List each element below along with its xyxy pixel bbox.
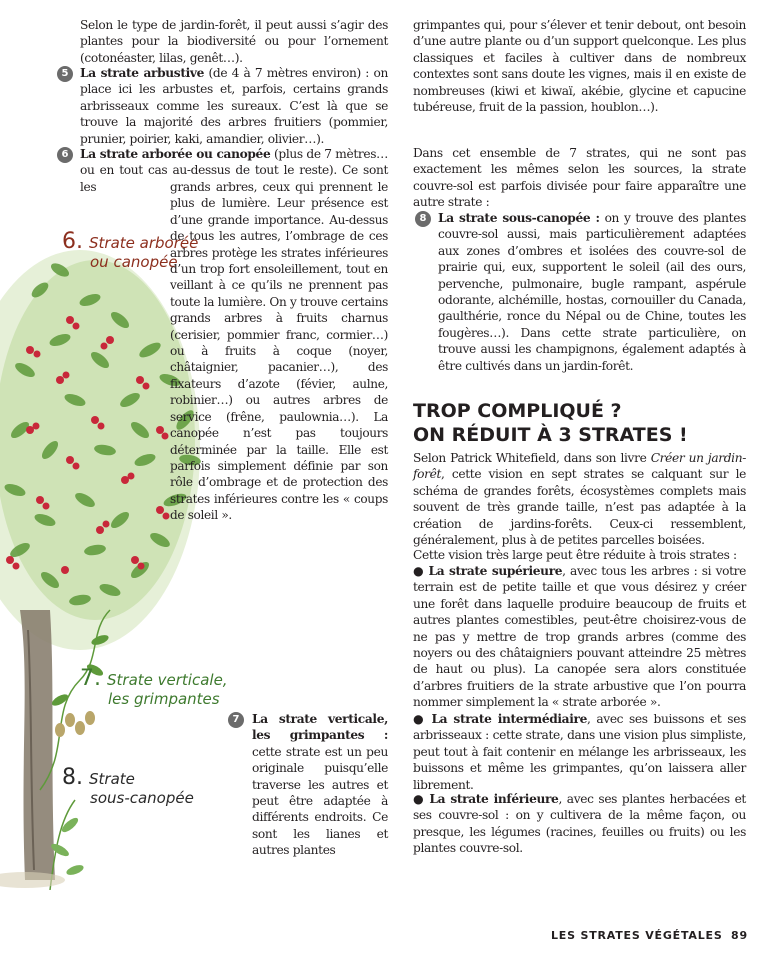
section-heading bbox=[413, 399, 753, 447]
label-8-line2: sous-canopée bbox=[90, 789, 194, 807]
label-6-line2: ou canopée bbox=[90, 253, 178, 271]
label-8-number: 8. bbox=[62, 765, 83, 790]
strate-7-text: cette strate est un peu originale puisqu’elle traverse les autres et peut être adaptée à différents endroits. Ce sont les lianes et autres plantes bbox=[252, 744, 388, 858]
label-6-line1: Strate arborée bbox=[89, 234, 199, 252]
strate-6-text-b: grands arbres, ceux qui prennent le plus de lumière. Leur présence est d’une grande importance. Au-dessus de tous les autres, l’ombrage de ces arbres protège les strates inférieures d’un trop fort ensoleillement, tout en veillant à ce qu’ils ne prennent pas toute la lumière. On y trouve certains grands arbres à fruits charnus (cerisier, pommier franc, cormier…) ou à fruits à coque (noyer, châtaignier, pacanier…), des fixateurs d’azote (févier, aulne, robinier…) ou autres arbres de service (frêne, paulownia…). La canopée n’est pas toujours déterminée par la taille. Elle est parfois simplement définie par son rôle d’ombrage et de protection des strates inférieures contre les « coups de soleil ». bbox=[170, 180, 388, 523]
bullet-symbol-3: ● bbox=[413, 792, 425, 806]
footer-section-title: LES STRATES VÉGÉTALES bbox=[551, 929, 723, 942]
bullet-superieure-title: La strate supérieure bbox=[428, 564, 563, 578]
whitefield-text-b: , cette vision en sept strates se calquant sur le schéma de grandes forêts, écosystèmes complets mais souvent de très grande taille, n’est pas adaptée à la création de jardins-forêts. Ceux-ci ressemblent, généralement, plus à de petites parcelles boisées. bbox=[413, 467, 746, 548]
whitefield-book-title: Créer un jardin-forêt bbox=[413, 451, 746, 482]
bullet-intermediaire-text: , avec ses buissons et ses arbrisseaux : cette strate, dans une vision plus simpliste, peut tout à fait contenir en mélange les arbrisseaux, les buissons et même les grimpantes, qu’on laissera aller librement. bbox=[413, 712, 746, 792]
strate-8-text: on y trouve des plantes couvre-sol aussi, mais particulièrement adaptées aux zones d’ombres et isolées des couvre-sol de prairie qui, eux, supportent le soleil (ail des ours, pervenche, pulmonaire, bugle rampant, aspérule odorante, alchémille, hostas, cornouiller du Canada, gaulthérie, ronce du Népal ou de Chine, toutes les fougères…). Dans cette strate particulière, on trouve aussi les champignons, également adaptés à être cultivés dans un jardin-forêt. bbox=[438, 211, 746, 373]
strate-6-paragraph-body bbox=[170, 179, 388, 524]
strate-6-badge: 6 bbox=[57, 147, 73, 163]
label-6-number: 6. bbox=[62, 229, 83, 254]
strate-5-title: La strate arbustive bbox=[80, 66, 205, 80]
bullet-intermediaire bbox=[413, 711, 746, 793]
label-7-line1: Strate verticale, bbox=[107, 671, 228, 689]
bullet-symbol-1: ● bbox=[413, 564, 425, 578]
reduce-text: Cette vision très large peut être réduite à trois strates : bbox=[413, 548, 737, 562]
bullet-inferieure-title: La strate inférieure bbox=[429, 792, 559, 806]
label-8-line1: Strate bbox=[89, 770, 135, 788]
label-strate-8 bbox=[62, 765, 194, 808]
strate-8-paragraph bbox=[438, 210, 746, 374]
reduce-line bbox=[413, 547, 753, 563]
tree-trunk bbox=[20, 610, 55, 880]
strate-7-badge: 7 bbox=[228, 712, 244, 728]
strate-8-title: La strate sous-canopée : bbox=[438, 211, 600, 225]
strate-8-badge: 8 bbox=[415, 211, 431, 227]
whitefield-text-a: Selon Patrick Whitefield, dans son livre bbox=[413, 451, 651, 465]
intro-paragraph bbox=[80, 17, 388, 66]
grimpantes-continued bbox=[413, 17, 746, 115]
strate-5-paragraph bbox=[80, 65, 388, 147]
heading-line-1: TROP COMPLIQUÉ ? bbox=[413, 400, 622, 422]
strate-6-text-a: (plus de 7 mètres… ou en tout cas au-dessus de tout le reste). Ce sont les bbox=[80, 147, 388, 194]
seven-strates-text: Dans cet ensemble de 7 strates, qui ne sont pas exactement les mêmes selon les sources, la strate couvre-sol est parfois divisée pour faire apparaître une autre strate : bbox=[413, 146, 746, 210]
grimpantes-text: grimpantes qui, pour s’élever et tenir debout, ont besoin d’une autre plante ou d’un support quelconque. Les plus classiques et faciles à cultiver dans de nombreux contextes sont sans doute les vignes, mais il en existe de nombreuses (kiwi et kiwaï, akébie, glycine et capucine tubéreuse, fruit de la passion, houblon…). bbox=[413, 18, 746, 115]
bullet-inferieure-text: , avec ses plantes herbacées et ses couvre-sol : on y cultivera de la même façon, ou presque, les légumes (racines, feuilles ou fruits) ou les plantes couvre-sol. bbox=[413, 792, 746, 856]
bullet-superieure bbox=[413, 563, 746, 711]
strate-6-title: La strate arborée ou canopée bbox=[80, 147, 271, 161]
strate-5-text: (de 4 à 7 mètres environ) : on place ici les arbustes et, parfois, certains grands arbrisseaux comme les sureaux. C’est là que se trouve la majorité des arbres fruitiers (pommier, prunier, poirier, kaki, amandier, olivier…). bbox=[80, 66, 388, 146]
strate-7-paragraph bbox=[252, 711, 388, 859]
bullet-superieure-text: , avec tous les arbres : si votre terrain est de petite taille et que vous désirez y créer une forêt dans laquelle produire beaucoup de fruits et autres plantes comestibles, peut-être choisirez-vous de ne pas y mettre de trop grands arbres (comme des noyers ou des châtaigniers pouvant atteindre 25 mètres de haut ou plus). La canopée sera alors constituée d’arbres fruitiers de la strate arbustive que l’on pourra nommer simplement la « strate arborée ». bbox=[413, 564, 746, 710]
label-7-line2: les grimpantes bbox=[108, 690, 220, 708]
bullet-intermediaire-title: La strate intermédiaire bbox=[431, 712, 587, 726]
label-strate-7 bbox=[80, 666, 228, 709]
seven-strates-paragraph bbox=[413, 145, 746, 211]
strate-7-title: La strate verticale, les grimpantes : bbox=[252, 712, 388, 743]
bullet-symbol-2: ● bbox=[413, 712, 426, 726]
page-number: 89 bbox=[731, 929, 748, 942]
strate-5-badge: 5 bbox=[57, 66, 73, 82]
whitefield-paragraph bbox=[413, 450, 746, 548]
bullet-inferieure bbox=[413, 791, 746, 857]
heading-line-2: ON RÉDUIT À 3 STRATES ! bbox=[413, 424, 688, 446]
intro-text: Selon le type de jardin-forêt, il peut aussi s’agir des plantes pour la biodiversité ou pour l’ornement (cotonéaster, lilas, genêt…). bbox=[80, 18, 388, 65]
label-7-number: 7. bbox=[80, 666, 101, 691]
